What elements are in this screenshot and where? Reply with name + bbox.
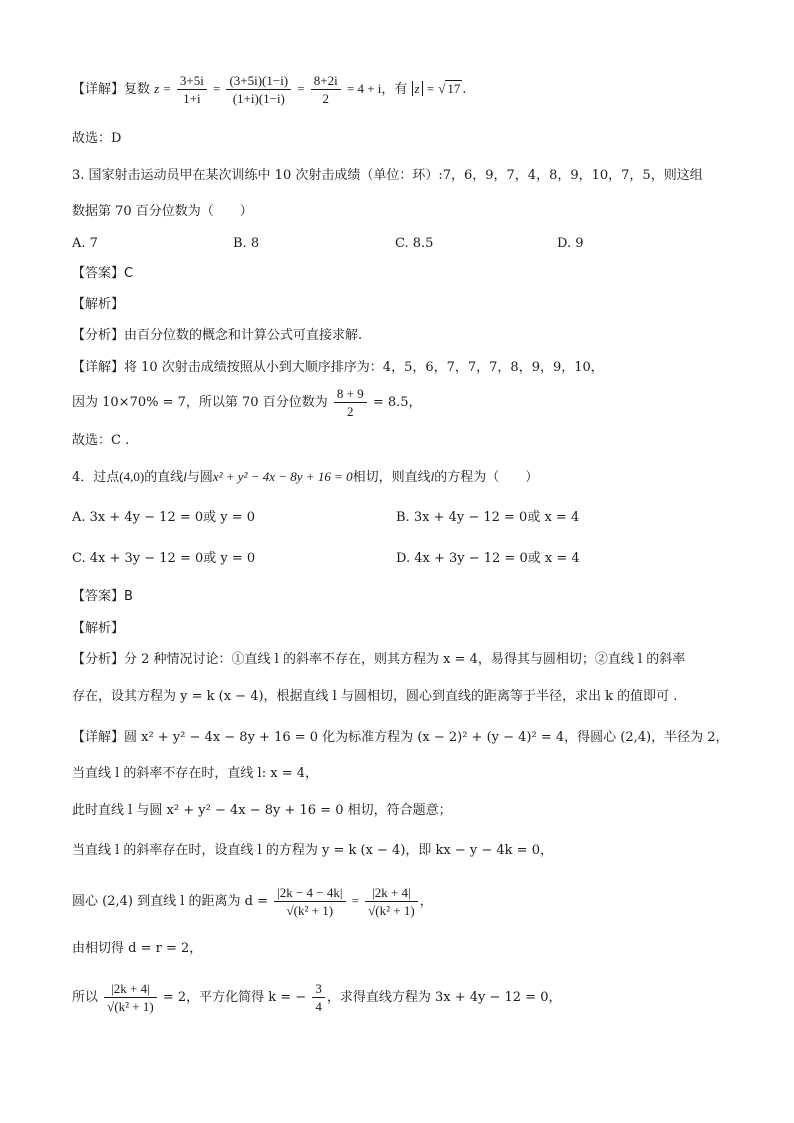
sqrt-symbol: √ bbox=[438, 81, 446, 96]
q2-detail-line: 【详解】复数 z = $\frac{3+5i}{1+i}$ = $\frac{(3+5i)(1-i)}{(1+i)(1-i)}$ = $\frac{8+2i}{2}$ = 4 + i，有 z = √ 17 . bbox=[72, 73, 467, 106]
abs-z: z bbox=[412, 81, 423, 96]
distance-fraction-1 bbox=[274, 884, 345, 919]
q3-option-b: B. 8 bbox=[233, 236, 260, 251]
q4-detail-line3: 此时直线 l 与圆 x² + y² − 4x − 8y + 16 = 0 相切，符合题意； bbox=[72, 803, 452, 818]
q4-option-d: D. 4x + 3y − 12 = 0或 x = 4 bbox=[396, 551, 580, 566]
q3-detail-line2 bbox=[72, 385, 422, 420]
q3-analysis-label: 【解析】 bbox=[72, 297, 125, 312]
q4-option-b: B. 3x + 4y − 12 = 0或 x = 4 bbox=[396, 510, 580, 525]
fraction-numerator: 8 + 9 bbox=[334, 385, 367, 403]
period: . bbox=[462, 82, 467, 97]
q2-choice: 故选：D bbox=[72, 131, 122, 146]
q4-detail-line4: 当直线 l 的斜率存在时，设直线 l 的方程为 y = k (x − 4)，即 kx − y − 4k = 0， bbox=[72, 843, 553, 858]
q4-analysis-line1: 【分析】分 2 种情况讨论：①直线 l 的斜率不存在，则其方程为 x = 4，易得其与圆相切；②直线 l 的斜率 bbox=[72, 652, 686, 667]
fraction-numerator: 3+5i bbox=[177, 72, 207, 90]
q3-option-a: A. 7 bbox=[72, 236, 98, 251]
q4-detail-line2: 当直线 l 的斜率不存在时，直线 l: x = 4， bbox=[72, 766, 318, 781]
q3-analysis: 【分析】由百分位数的概念和计算公式可直接求解. bbox=[72, 328, 363, 343]
q3-stem-line1: 3. 国家射击运动员甲在某次训练中 10 次射击成绩（单位：环）:7，6，9，7，4，8，9，10，7，5，则这组 bbox=[72, 168, 703, 183]
sqrt-value: 17 bbox=[447, 81, 461, 96]
q3-choice: 故选：C . bbox=[72, 433, 130, 448]
detail-text: ，求得直线方程为 3x + 4y − 12 = 0， bbox=[326, 990, 562, 1005]
q3-detail-line1: 【详解】将 10 次射击成绩按照从小到大顺序排序为：4，5，6，7，7，7，8，9，9，10， bbox=[72, 360, 604, 375]
stem-text: 4．过点 bbox=[72, 470, 120, 485]
fraction-denominator: 4 bbox=[315, 999, 322, 1014]
q4-detail-line1: 【详解】圆 x² + y² − 4x − 8y + 16 = 0 化为标准方程为 (x − 2)² + (y − 4)² = 4，得圆心 (2,4)，半径为 2， bbox=[72, 730, 729, 745]
fraction-2 bbox=[226, 72, 291, 107]
q4-option-a: A. 3x + 4y − 12 = 0或 y = 0 bbox=[72, 510, 256, 525]
var-l: l bbox=[183, 469, 187, 484]
fraction-denominator: 1+i bbox=[183, 91, 201, 106]
fraction-denominator: √(k² + 1) bbox=[107, 999, 154, 1014]
fraction-numerator: 8+2i bbox=[311, 72, 341, 90]
fraction-1 bbox=[177, 72, 207, 107]
q3-stem-line2: 数据第 70 百分位数为（ ） bbox=[72, 204, 253, 219]
fraction-numerator: |2k − 4 − 4k| bbox=[274, 884, 345, 902]
k-fraction bbox=[312, 980, 325, 1015]
stem-text: 相切，则直线 bbox=[352, 470, 431, 485]
fraction-denominator: √(k² + 1) bbox=[368, 903, 415, 918]
q3-option-d: D. 9 bbox=[557, 236, 584, 251]
point: (4,0) bbox=[119, 469, 145, 484]
detail-text: = 2，平方化简得 k = − bbox=[162, 990, 307, 1005]
detail-label: 【详解】 bbox=[72, 82, 125, 97]
equals-sign: = bbox=[426, 81, 435, 96]
fraction-denominator: 2 bbox=[322, 91, 329, 106]
stem-text: 的方程为（ ） bbox=[434, 470, 539, 485]
q3-option-c: C. 8.5 bbox=[395, 236, 434, 251]
fraction-numerator: |2k + 4| bbox=[104, 980, 157, 998]
fraction-denominator: 2 bbox=[347, 404, 354, 419]
q4-detail-line5: 圆心 (2,4) 到直线 l 的距离为 d = $\frac{|2k - 4 - 4k|}{\text{√(k² + 1)}}$ = $\frac{|2k + 4|}{\text{√(k² + 1)}}$ ， bbox=[72, 885, 433, 918]
var-l: l bbox=[430, 469, 435, 484]
q4-stem bbox=[72, 468, 538, 487]
detail-text: 复数 bbox=[124, 82, 151, 97]
distance-fraction-2 bbox=[365, 884, 418, 919]
detail-text: 因为 10×70% = 7，所以第 70 百分位数为 bbox=[72, 395, 328, 410]
result-text: = 4 + i，有 bbox=[346, 81, 408, 96]
fraction bbox=[334, 385, 367, 420]
q4-answer: 【答案】B bbox=[72, 589, 133, 604]
q4-option-c: C. 4x + 3y − 12 = 0或 y = 0 bbox=[72, 551, 256, 566]
detail-text: 圆心 (2,4) 到直线 l 的距离为 d = bbox=[72, 894, 268, 909]
equation-fraction bbox=[104, 980, 157, 1015]
stem-text: 与圆 bbox=[186, 470, 213, 485]
fraction-numerator: |2k + 4| bbox=[365, 884, 418, 902]
fraction-numerator: (3+5i)(1−i) bbox=[226, 72, 291, 90]
detail-text: 所以 bbox=[72, 990, 99, 1005]
circle-equation: x² + y² − 4x − 8y + 16 = 0 bbox=[212, 469, 353, 484]
q4-analysis-label: 【解析】 bbox=[72, 621, 125, 636]
fraction-denominator: √(k² + 1) bbox=[286, 903, 334, 918]
fraction-3 bbox=[311, 72, 341, 107]
q4-detail-line7 bbox=[72, 980, 561, 1015]
q4-detail-line6: 由相切得 d = r = 2， bbox=[72, 941, 203, 956]
fraction-denominator: (1+i)(1−i) bbox=[232, 91, 285, 106]
equals-sign: = bbox=[163, 81, 171, 96]
detail-text: ， bbox=[419, 894, 433, 909]
q4-analysis-line2: 存在，设其方程为 y = k (x − 4)，根据直线 l 与圆相切，圆心到直线的距离等于半径，求出 k 的值即可 . bbox=[72, 689, 678, 704]
q3-answer: 【答案】C bbox=[72, 266, 134, 281]
var-z: z bbox=[154, 81, 160, 96]
detail-text: = 8.5， bbox=[372, 395, 422, 410]
fraction-numerator: 3 bbox=[312, 980, 325, 998]
stem-text: 的直线 bbox=[144, 470, 184, 485]
